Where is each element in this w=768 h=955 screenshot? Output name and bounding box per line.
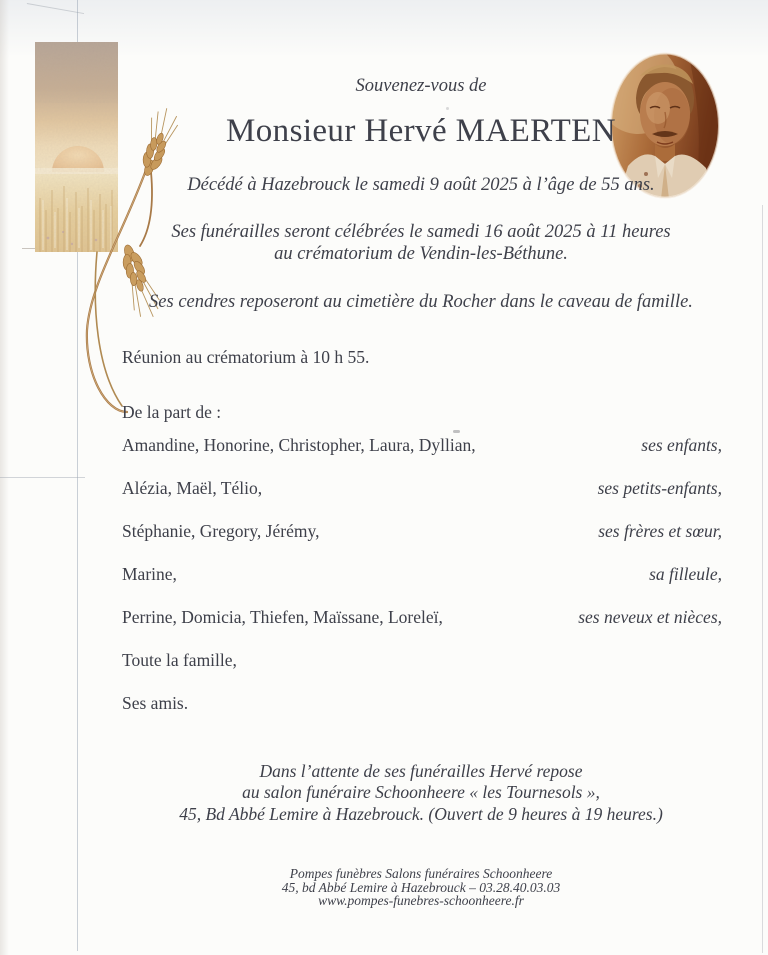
family-row xyxy=(122,564,722,585)
funeral-home-website: www.pompes-funebres-schoonheere.fr xyxy=(318,893,524,908)
family-row xyxy=(122,650,722,671)
deceased-name: Monsieur Hervé MAERTEN xyxy=(226,113,616,149)
scan-artifact xyxy=(446,107,449,110)
family-names: Ses amis. xyxy=(122,693,189,713)
resting-line-1: Dans l’attente de ses funérailles Hervé repose xyxy=(259,761,583,781)
resting-line-3: 45, Bd Abbé Lemire à Hazebrouck. (Ouvert de 9 heures à 19 heures.) xyxy=(179,804,663,824)
family-names: Stéphanie, Gregory, Jérémy, xyxy=(122,521,320,541)
family-relation: ses frères et sœur, xyxy=(598,521,722,541)
family-relation: ses enfants, xyxy=(641,435,722,455)
family-names: Toute la famille, xyxy=(122,650,237,670)
family-names: Amandine, Honorine, Christopher, Laura, Dyllian, xyxy=(122,435,476,455)
meeting-notice: Réunion au crématorium à 10 h 55. xyxy=(122,347,370,367)
funeral-home-name: Pompes funèbres Salons funéraires Schoonheere xyxy=(289,866,553,881)
ashes-notice: Ses cendres reposeront au cimetière du Rocher dans le caveau de famille. xyxy=(149,292,693,312)
family-names: Alézia, Maël, Télio, xyxy=(122,478,263,498)
family-row xyxy=(122,607,722,628)
resting-line-2: au salon funéraire Schoonheere « les Tournesols », xyxy=(242,782,600,802)
death-notice: Décédé à Hazebrouck le samedi 9 août 2025 à l’âge de 55 ans. xyxy=(187,175,655,195)
family-row xyxy=(122,435,722,456)
scan-artifact xyxy=(453,430,460,433)
page-right-edge xyxy=(762,205,763,953)
decor-horizontal-line-lower xyxy=(0,477,85,478)
family-row xyxy=(122,478,722,499)
family-row xyxy=(122,521,722,542)
funeral-home-address: 45, bd Abbé Lemire à Hazebrouck – 03.28.40.03.03 xyxy=(281,880,561,895)
funeral-line-2: au crématorium de Vendin-les-Béthune. xyxy=(274,244,568,264)
family-relation: ses petits-enfants, xyxy=(597,478,722,498)
family-names: Marine, xyxy=(122,564,177,584)
funeral-line-1: Ses funérailles seront célébrées le samedi 16 août 2025 à 11 heures xyxy=(171,222,671,242)
family-row xyxy=(122,693,722,714)
family-names: Perrine, Domicia, Thiefen, Maïssane, Loreleï, xyxy=(122,607,443,627)
remembrance-intro: Souvenez-vous de xyxy=(355,76,487,96)
family-relation: ses neveux et nièces, xyxy=(578,607,722,627)
family-relation: sa filleule, xyxy=(649,564,722,584)
family-heading: De la part de : xyxy=(122,402,222,422)
